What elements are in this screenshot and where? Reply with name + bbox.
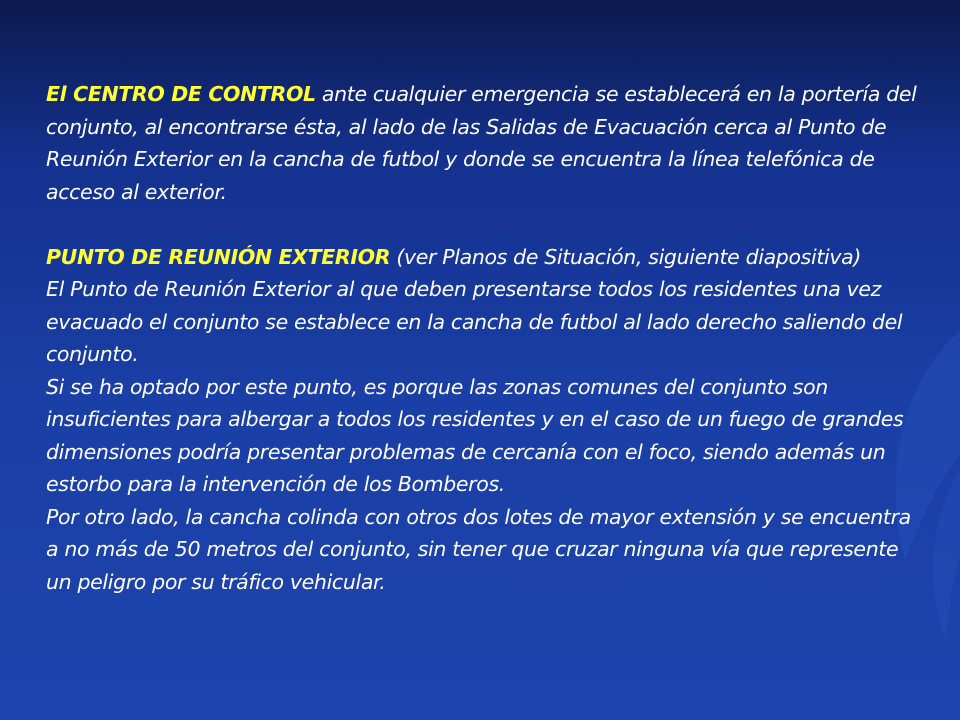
centro-control-heading: El CENTRO DE CONTROL — [46, 82, 316, 106]
punto-reunion-note: (ver Planos de Situación, siguiente diapositiva) — [390, 244, 862, 269]
paragraph-justificacion: Si se ha optado por este punto, es porque las zonas comunes del conjunto son insuficientes para albergar a todos los residentes y en el caso de un fuego de grandes dimensiones podría presentar problemas de cercanía con el foco, siendo además un estorbo para la intervención de los Bomberos. — [46, 374, 904, 496]
slide-body — [46, 78, 926, 598]
paragraph-centro-control — [46, 78, 926, 208]
centro-control-text: ante cualquier emergencia se establecerá en la portería del conjunto, al encontrarse ésta, al lado de las Salidas de Evacuación cerca al Punto de Reunión Exterior en la cancha de futbol y donde se encuentra la línea telefónica de acceso al exterior. — [46, 82, 917, 204]
paragraph-spacer — [46, 208, 926, 241]
paragraph-punto-reunion — [46, 241, 926, 274]
paragraph-ubicacion-cancha: Por otro lado, la cancha colinda con otros dos lotes de mayor extensión y se encuentra a no más de 50 metros del conjunto, sin tener que cruzar ninguna vía que represente un peligro por su tráfico vehicular. — [46, 504, 911, 594]
paragraph-punto-reunion-desc: El Punto de Reunión Exterior al que deben presentarse todos los residentes una vez evacuado el conjunto se establece en la cancha de futbol al lado derecho saliendo del conjunto. — [46, 277, 903, 366]
punto-reunion-heading: PUNTO DE REUNIÓN EXTERIOR — [46, 244, 391, 269]
